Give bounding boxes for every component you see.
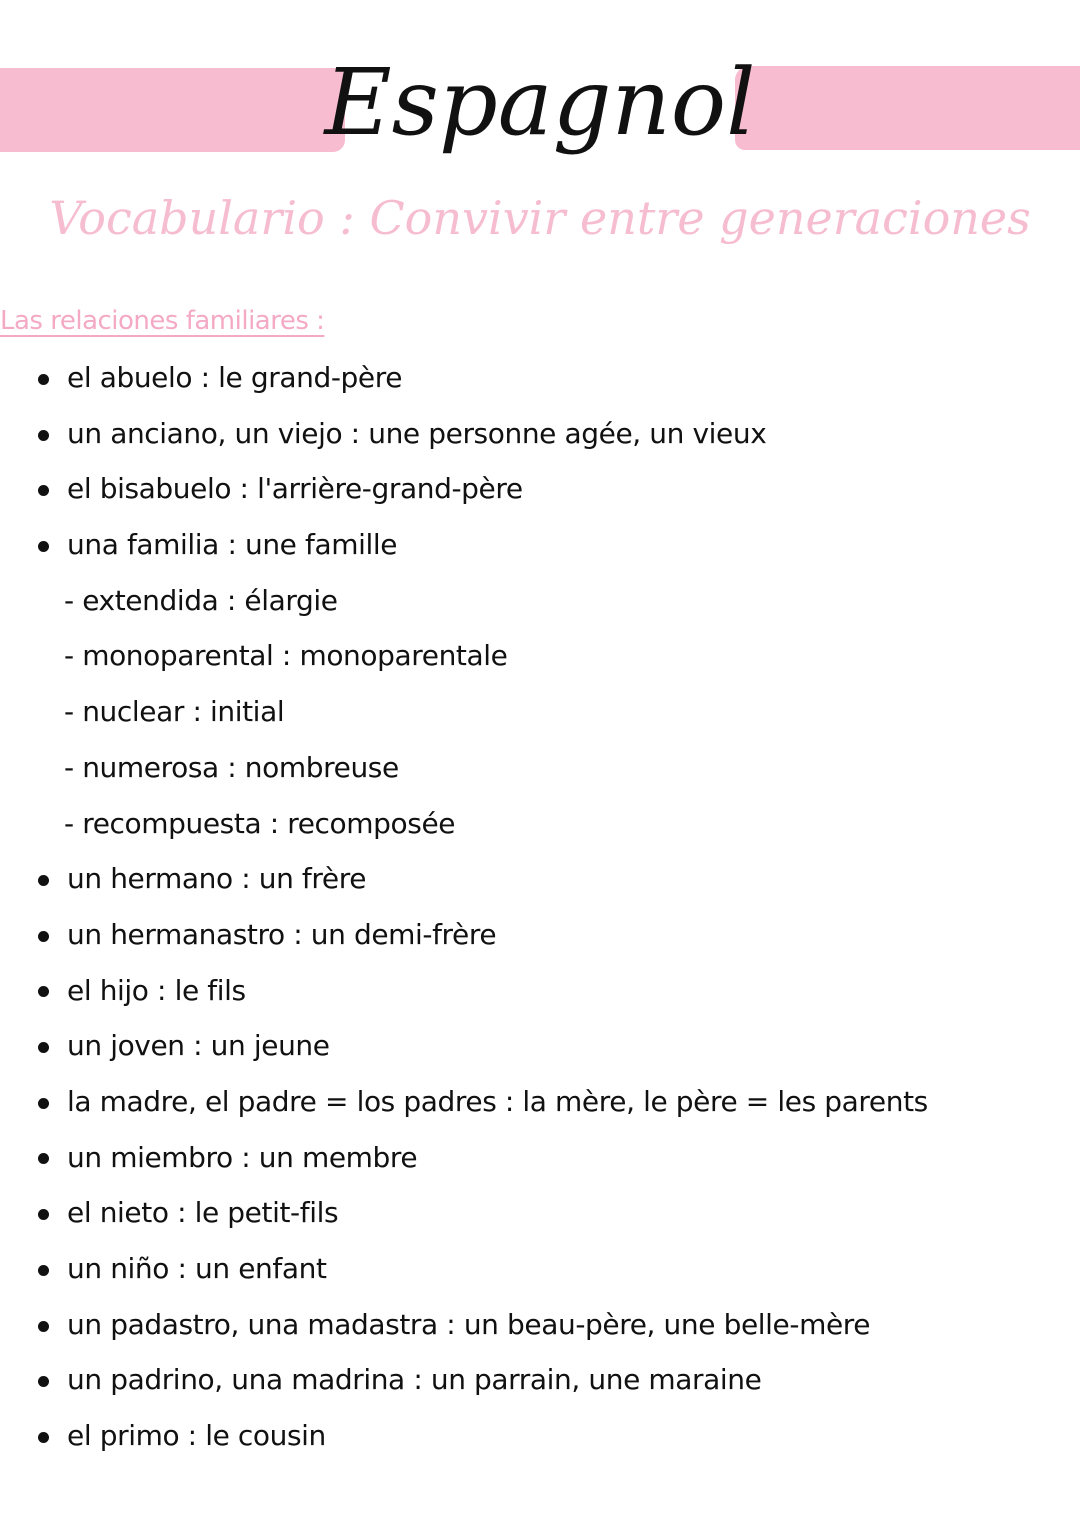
list-item: un hermano : un frère <box>0 851 1080 907</box>
section-heading: Las relaciones familiares : <box>0 306 325 336</box>
list-item: un miembro : un membre <box>0 1130 1080 1186</box>
page-title: Espagnol <box>324 49 756 156</box>
list-item: una familia : une famille <box>0 517 1080 573</box>
list-item: la madre, el padre = los padres : la mère, le père = les parents <box>0 1074 1080 1130</box>
list-item: un padastro, una madastra : un beau-père, une belle-mère <box>0 1297 1080 1353</box>
page-subtitle: Vocabulario : Convivir entre generaciones <box>49 191 1031 245</box>
list-item: un padrino, una madrina : un parrain, une maraine <box>0 1352 1080 1408</box>
list-item: un anciano, un viejo : une personne agée, un vieux <box>0 406 1080 462</box>
list-item: un hermanastro : un demi-frère <box>0 907 1080 963</box>
vocabulary-list <box>0 350 1080 1464</box>
list-item: el bisabuelo : l'arrière-grand-père <box>0 461 1080 517</box>
list-subitem: - extendida : élargie <box>64 583 338 617</box>
list-subitem: - recompuesta : recomposée <box>64 806 456 840</box>
list-subitem: - numerosa : nombreuse <box>64 750 399 784</box>
list-item: el primo : le cousin <box>0 1408 1080 1464</box>
list-item: el nieto : le petit-fils <box>0 1185 1080 1241</box>
list-item: el abuelo : le grand-père <box>0 350 1080 406</box>
list-item: un joven : un jeune <box>0 1018 1080 1074</box>
list-item: un niño : un enfant <box>0 1241 1080 1297</box>
list-subitem: - monoparental : monoparentale <box>64 639 508 673</box>
list-subitem: - nuclear : initial <box>64 695 285 729</box>
list-item: el hijo : le fils <box>0 963 1080 1019</box>
